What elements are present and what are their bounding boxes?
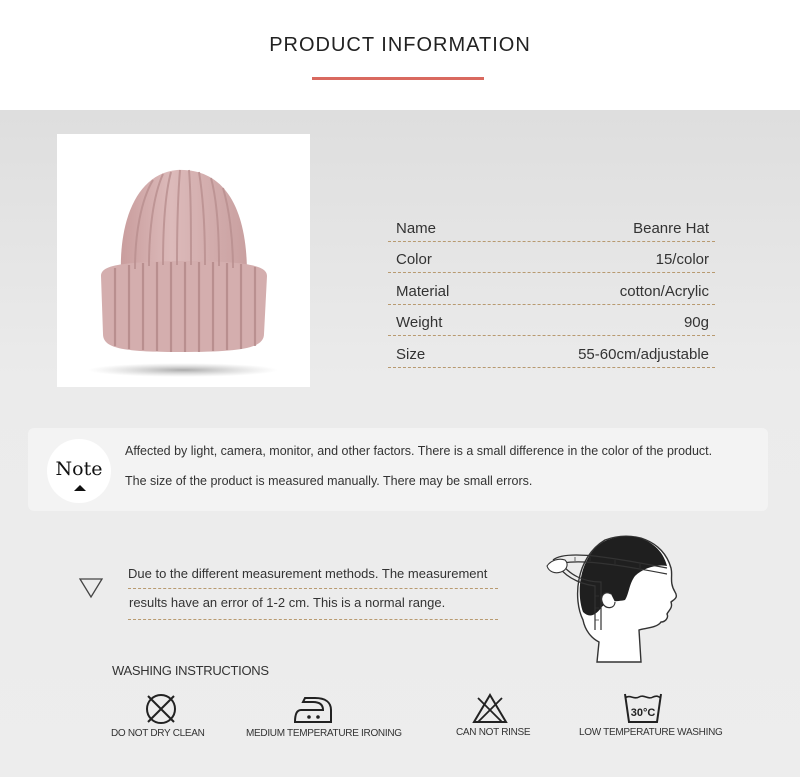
spec-label: Weight	[396, 314, 443, 331]
no-rinse-icon	[472, 692, 508, 731]
note-line-1: Affected by light, camera, monitor, and other factors. There is a small difference in the color of the product.	[125, 444, 713, 458]
page-title: PRODUCT INFORMATION	[269, 34, 531, 56]
no-dry-clean-icon	[144, 692, 178, 731]
spec-table	[388, 210, 715, 368]
knit-beanie-hat-icon	[57, 134, 310, 387]
spec-value: 55-60cm/adjustable	[578, 345, 709, 363]
wash-label: LOW TEMPERATURE WASHING	[579, 727, 723, 738]
spec-label: Material	[396, 282, 450, 300]
spec-value: 90g	[683, 314, 709, 331]
note-badge	[47, 439, 111, 503]
product-image	[57, 134, 310, 387]
wash-30c-icon	[622, 690, 664, 731]
down-triangle-icon	[78, 576, 104, 605]
spec-value: 15/color	[655, 251, 709, 268]
wash-label: MEDIUM TEMPERATURE IRONING	[246, 728, 402, 739]
header	[0, 0, 800, 110]
spec-label: Name	[396, 219, 437, 237]
measure-line-1: Due to the different measurement methods. The measurement	[128, 566, 498, 589]
note-line-2: The size of the product is measured manually. There may be small errors.	[125, 474, 533, 488]
triangle-up-icon	[74, 485, 86, 491]
head-measurement-illustration	[545, 530, 685, 675]
spec-row-size	[388, 336, 715, 368]
spec-row-color	[388, 242, 715, 274]
note-label: Note	[55, 458, 103, 480]
spec-label: Color	[396, 251, 432, 268]
spec-label: Size	[396, 345, 426, 363]
washing-title: WASHING INSTRUCTIONS	[112, 663, 269, 678]
note-box	[28, 428, 768, 511]
spec-row-weight	[388, 305, 715, 337]
spec-value: cotton/Acrylic	[619, 282, 709, 300]
spec-value: Beanre Hat	[633, 219, 709, 237]
measure-line-2: results have an error of 1-2 cm. This is a normal range.	[128, 595, 498, 620]
wash-temp-label: 30°C	[630, 707, 656, 719]
title-underline	[312, 77, 484, 80]
wash-label: CAN NOT RINSE	[456, 727, 531, 738]
medium-temp-iron-icon	[291, 692, 335, 731]
wash-label: DO NOT DRY CLEAN	[111, 728, 205, 739]
spec-row-name	[388, 210, 715, 242]
spec-row-material	[388, 273, 715, 305]
